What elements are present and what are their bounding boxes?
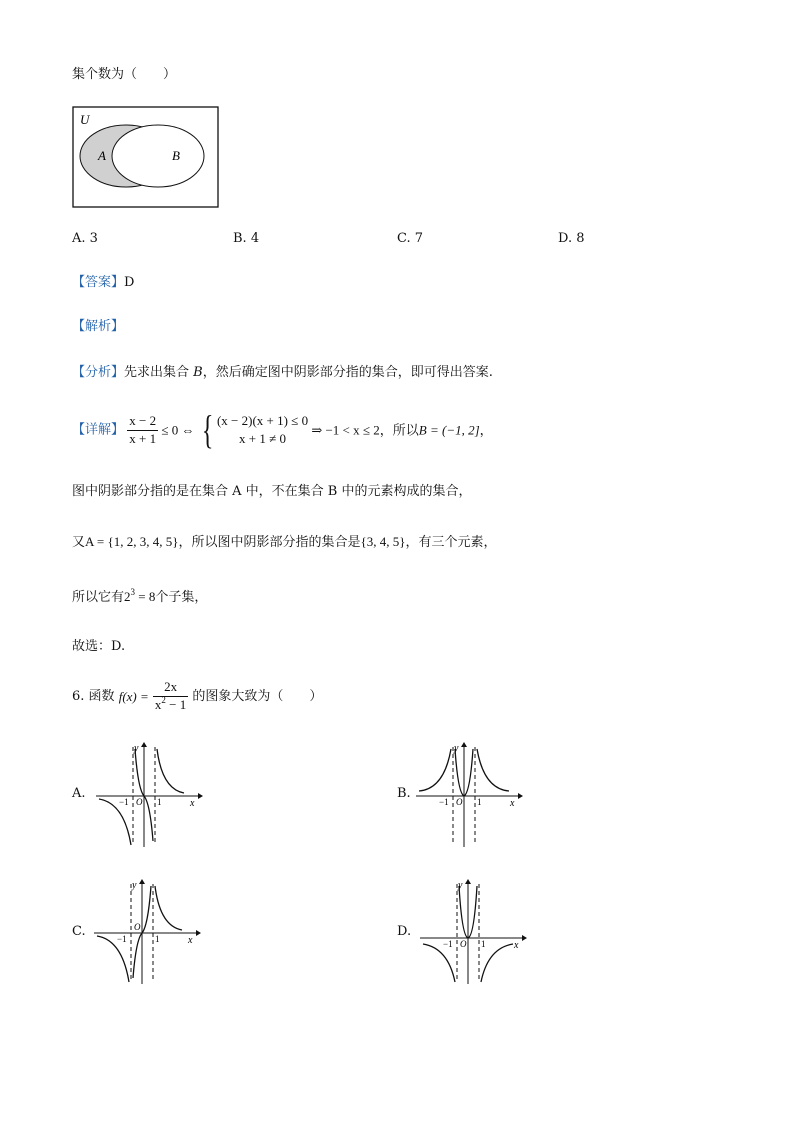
graph-a: [94, 741, 204, 849]
svg-text:1: 1: [481, 939, 486, 949]
solution-line-2: 图中阴影部分指的是在集合 A 中，不在集合 B 中的元素构成的集合，: [72, 484, 472, 499]
svg-text:x: x: [188, 935, 193, 946]
set-b-label: B: [172, 148, 180, 163]
universe-label: U: [80, 112, 90, 127]
graph-b: [414, 741, 524, 849]
option-b: B. 4: [233, 231, 260, 246]
inequality-system: (x − 2)(x + 1) ≤ 0 x + 1 ≠ 0: [216, 412, 309, 446]
analysis-heading: 【解析】: [72, 319, 125, 334]
venn-diagram: [72, 106, 220, 209]
answer-line: [72, 276, 134, 289]
question-stem-tail: 集个数为（ ）: [72, 67, 177, 82]
svg-text:y: y: [132, 880, 137, 891]
q6-option-c-label: C.: [72, 924, 86, 939]
svg-text:1: 1: [155, 934, 160, 944]
svg-text:y: y: [134, 743, 139, 754]
svg-text:1: 1: [477, 797, 482, 807]
answer-value: D: [124, 275, 135, 290]
graph-c: [92, 878, 202, 986]
solution-line-4: 所以它有$2^3 = 8$个子集，: [72, 587, 208, 605]
svg-text:−1: −1: [439, 797, 449, 807]
question-6-stem: 6. 函数 f(x) = $\frac{2x}{x^2 - 1}$ 的图象大致为（ ）: [72, 679, 323, 712]
q6-option-d-label: D.: [397, 924, 412, 939]
svg-text:y: y: [454, 743, 459, 754]
option-a: A. 3: [72, 231, 98, 246]
q6-option-a-label: A.: [72, 786, 86, 801]
svg-text:O: O: [460, 939, 467, 949]
option-c: C. 7: [397, 231, 424, 246]
xiangjie-line: 【详解】 $\frac{x - 2}{x + 1}$ ≤ 0 ⇔ { (x − 2)(x + 1) ≤ 0 x + 1 ≠ 0 ⇒ −1 < x ≤ 2，所以B = (−1, 2]，: [72, 407, 493, 452]
svg-text:O: O: [456, 797, 463, 807]
svg-text:1: 1: [157, 797, 162, 807]
svg-text:x: x: [190, 798, 195, 809]
option-d: D. 8: [558, 231, 585, 246]
answer-label: 【答案】: [72, 275, 125, 290]
solution-line-3: 又A = {1, 2, 3, 4, 5}，所以图中阴影部分指的集合是{3, 4, 5}，有三个元素，: [72, 534, 497, 550]
svg-text:O: O: [134, 922, 141, 932]
svg-text:x: x: [510, 798, 515, 809]
svg-text:−1: −1: [443, 939, 453, 949]
set-a-label: A: [98, 148, 106, 163]
svg-text:−1: −1: [119, 797, 129, 807]
svg-text:−1: −1: [117, 934, 127, 944]
solution-conclusion: 故选：D.: [72, 639, 126, 654]
svg-text:y: y: [458, 880, 463, 891]
set-b-ellipse: [112, 125, 204, 187]
q6-option-b-label: B.: [397, 786, 411, 801]
fenxi-line: 【分析】先求出集合 B，然后确定图中阴影部分指的集合，即可得出答案.: [72, 365, 493, 380]
fraction: $\frac{x - 2}{x + 1}$: [129, 412, 157, 446]
svg-text:x: x: [514, 940, 519, 951]
svg-text:O: O: [136, 797, 143, 807]
graph-d: [418, 878, 528, 986]
